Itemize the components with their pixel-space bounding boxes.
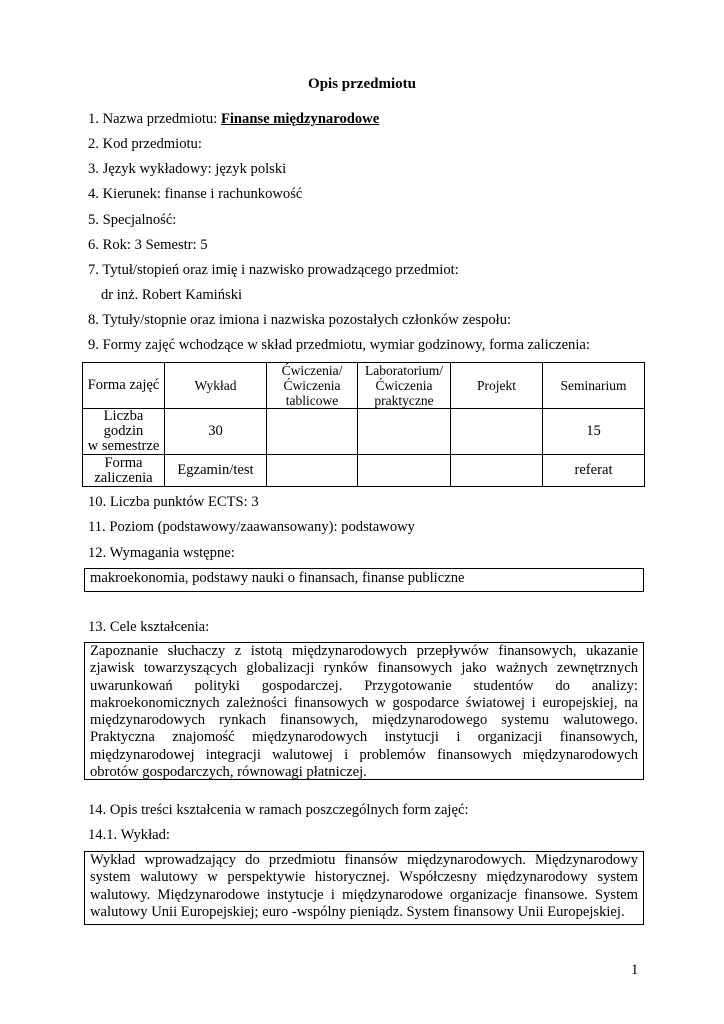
- item-class-forms: 9. Formy zajęć wchodzące w skład przedmiotu, wymiar godzinowy, forma zaliczenia:: [88, 337, 590, 353]
- item-course-name: [88, 111, 379, 128]
- hours-laboratory: [358, 409, 451, 455]
- row-label-credit: Forma zaliczenia: [83, 455, 165, 487]
- course-name-value: Finanse międzynarodowe: [220, 111, 380, 127]
- item-course-name-label: 1. Nazwa przedmiotu:: [88, 111, 218, 127]
- item-language: 3. Język wykładowy: język polski: [88, 161, 287, 177]
- item-specialty: 5. Specjalność:: [88, 212, 177, 228]
- item-ects: 10. Liczba punktów ECTS: 3: [88, 494, 259, 510]
- lecture-box: Wykład wprowadzający do przedmiotu finansów międzynarodowych. Międzynarodowy system walutowy w perspektywie historycznej. Współczesny międzynarodowy system walutowy. Międzynarodowe instytucje i międzynarodowe organizacje finansowe. System walutowy Unii Europejskiej; euro -wspólny pieniądz. System finansowy Unii Europejskiej.: [84, 851, 644, 925]
- item-course-code: 2. Kod przedmiotu:: [88, 136, 202, 152]
- hours-exercises: [267, 409, 358, 455]
- item-prerequisites: 12. Wymagania wstępne:: [88, 545, 235, 561]
- header-project: Projekt: [451, 363, 543, 409]
- goals-box: Zapoznanie słuchaczy z istotą międzynarodowych przepływów finansowych, ukazanie zjawisk towarzyszących globalizacji rynków finansowych jako ważnych zewnętrznych uwarunkowań polityki gospodarczej. Przygotowanie studentów do analizy: makroekonomicznych zależności finansowych w gospodarce światowej i europejskiej, na międzynarodowych rynkach finansowych, międzynarodowego systemu walutowego. Praktyczna znajomość międzynarodowych instytucji i organizacji finansowych, międzynarodowej integracji walutowej i problemów finansowych międzynarodowych obrotów gospodarczych, równowagi płatniczej.: [84, 642, 644, 780]
- row-label-hours: Liczba godzin w semestrze: [83, 409, 165, 455]
- credit-exercises: [267, 455, 358, 487]
- header-form: Forma zajęć: [83, 363, 165, 409]
- credit-laboratory: [358, 455, 451, 487]
- credit-project: [451, 455, 543, 487]
- table-row-hours: [83, 409, 645, 455]
- item-lecturer-label: 7. Tytuł/stopień oraz imię i nazwisko prowadzącego przedmiot:: [88, 262, 459, 278]
- credit-seminar: referat: [543, 455, 645, 487]
- item-level: 11. Poziom (podstawowy/zaawansowany): podstawowy: [88, 519, 415, 535]
- class-forms-table: [82, 362, 645, 487]
- item-goals: 13. Cele kształcenia:: [88, 619, 210, 635]
- prerequisites-box: makroekonomia, podstawy nauki o finansach, finanse publiczne: [84, 568, 644, 592]
- item-field-of-study: 4. Kierunek: finanse i rachunkowość: [88, 186, 303, 202]
- header-lecture: Wykład: [165, 363, 267, 409]
- hours-seminar: 15: [543, 409, 645, 455]
- credit-lecture: Egzamin/test: [165, 455, 267, 487]
- page-number: 1: [631, 962, 639, 978]
- hours-project: [451, 409, 543, 455]
- item-year-semester: 6. Rok: 3 Semestr: 5: [88, 237, 208, 253]
- header-laboratory: Laboratorium/ Ćwiczenia praktyczne: [358, 363, 451, 409]
- item-content-description: 14. Opis treści kształcenia w ramach poszczególnych form zajęć:: [88, 802, 469, 818]
- hours-lecture: 30: [165, 409, 267, 455]
- lecturer-name: dr inż. Robert Kamiński: [101, 287, 243, 303]
- item-lecture-heading: 14.1. Wykład:: [88, 827, 170, 843]
- header-seminar: Seminarium: [543, 363, 645, 409]
- table-row-credit: [83, 455, 645, 487]
- item-team-members: 8. Tytuły/stopnie oraz imiona i nazwiska pozostałych członków zespołu:: [88, 312, 512, 328]
- header-exercises: Ćwiczenia/ Ćwiczenia tablicowe: [267, 363, 358, 409]
- page-title: Opis przedmiotu: [308, 76, 416, 92]
- table-header-row: [83, 363, 645, 409]
